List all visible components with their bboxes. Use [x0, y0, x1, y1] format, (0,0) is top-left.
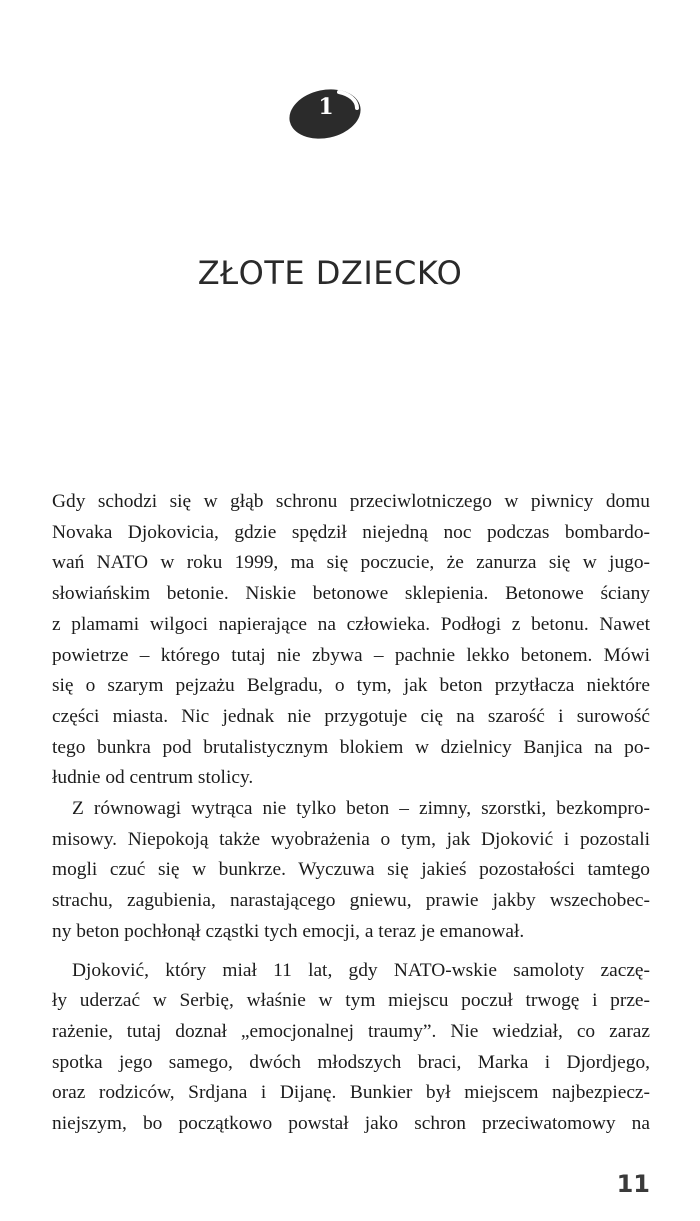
text-line: Novaka Djokovicia, gdzie spędził niejedną noc podczas bombardo-: [52, 521, 650, 543]
text-line: rażenie, tutaj doznał „emocjonalnej traumy”. Nie wiedział, co zaraz: [52, 1020, 650, 1042]
paragraph: [52, 794, 650, 948]
text-line: łudnie od centrum stolicy.: [52, 767, 254, 789]
text-line: ny beton pochłonął cząstki tych emocji, a teraz je emanował.: [52, 920, 525, 942]
text-line: misowy. Niepokoją także wyobrażenia o tym, jak Djoković i pozostali: [52, 828, 650, 850]
text-line: wań NATO w roku 1999, ma się poczucie, że zanurza się w jugo-: [52, 552, 650, 574]
text-line: słowiańskim betonie. Niskie betonowe sklepienia. Betonowe ściany: [52, 583, 650, 605]
paragraph: [52, 487, 650, 794]
chapter-body: [52, 487, 650, 1140]
text-line: ły uderzać w Serbię, właśnie w tym miejscu poczuł trwogę i prze-: [52, 990, 650, 1012]
text-line: strachu, zagubienia, narastającego gniewu, prawie jakby wszechobec-: [52, 890, 650, 912]
text-line: Gdy schodzi się w głąb schronu przeciwlotniczego w piwnicy domu: [52, 491, 650, 512]
text-line: Z równowagi wytrąca nie tylko beton – zimny, szorstki, bezkompro-: [72, 798, 650, 820]
chapter-title: ZŁOTE DZIECKO: [197, 254, 463, 292]
page-number: 11: [616, 1170, 650, 1198]
text-line: części miasta. Nic jednak nie przygotuje cię na szarość i surowość: [52, 705, 650, 727]
chapter-badge: [287, 86, 367, 146]
paragraph: [52, 956, 650, 1140]
text-line: spotka jego samego, dwóch młodszych braci, Marka i Djordjego,: [52, 1051, 650, 1073]
text-line: Djoković, który miał 11 lat, gdy NATO-wskie samoloty zaczę-: [72, 959, 650, 981]
chapter-number: 1: [318, 94, 334, 120]
text-line: oraz rodziców, Srdjana i Dijanę. Bunkier był miejscem najbezpiecz-: [52, 1082, 650, 1104]
text-line: tego bunkra pod brutalistycznym blokiem w dzielnicy Banjica na po-: [52, 736, 650, 758]
text-line: niejszym, bo początkowo powstał jako schron przeciwatomowy na: [52, 1113, 650, 1135]
text-line: się o szarym pejzażu Belgradu, o tym, jak beton przytłacza niektóre: [52, 675, 650, 697]
text-line: mogli czuć się w bunkrze. Wyczuwa się jakieś pozostałości tamtego: [52, 859, 650, 881]
text-line: z plamami wilgoci napierające na człowieka. Podłogi z betonu. Nawet: [52, 613, 650, 635]
text-line: powietrze – którego tutaj nie zbywa – pachnie lekko betonem. Mówi: [52, 644, 650, 666]
